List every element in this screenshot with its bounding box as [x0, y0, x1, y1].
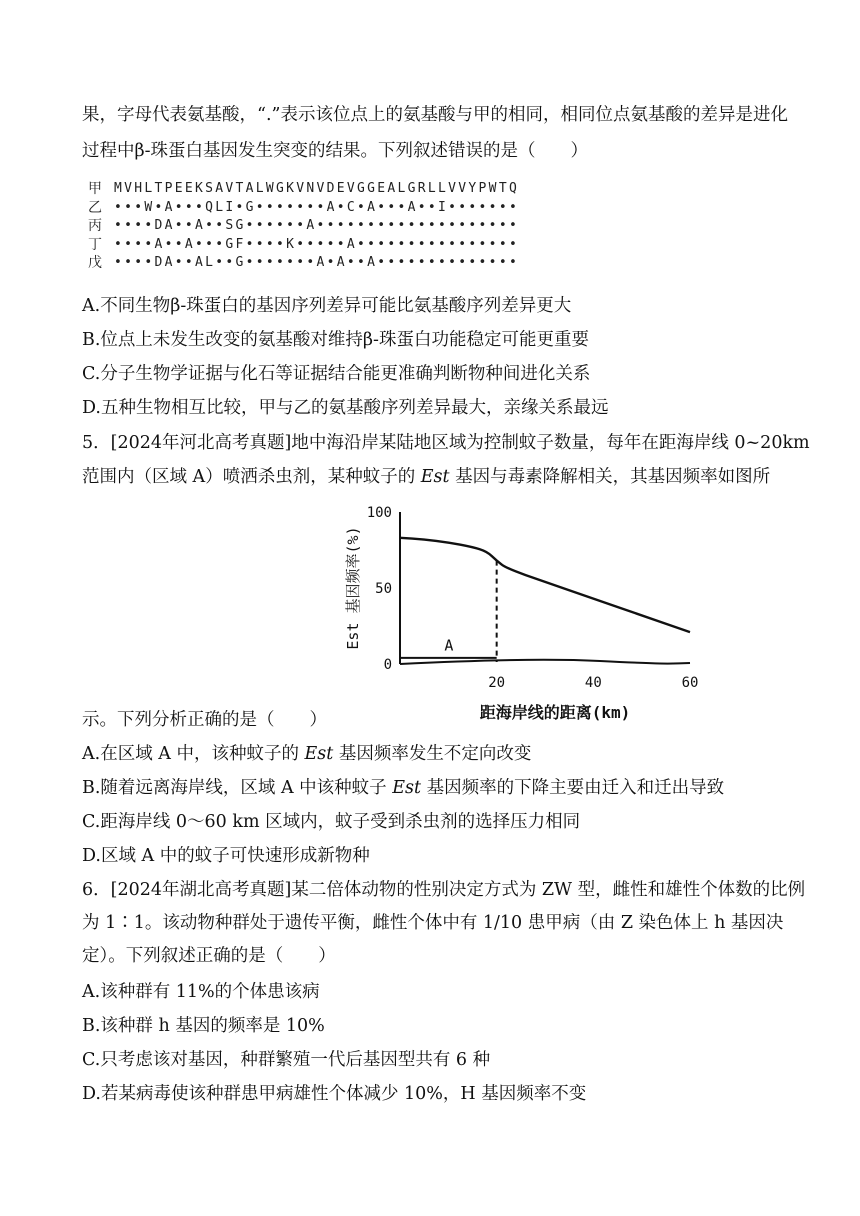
q4-option-d: D.五种生物相互比较，甲与乙的氨基酸序列差异最大，亲缘关系最远	[82, 398, 609, 418]
x-tick-label: 60	[681, 675, 699, 691]
q6-option-b: B.该种群 h 基因的频率是 10%	[82, 1016, 325, 1036]
q5-option-b: B.随着远离海岸线，区域 A 中该种蚊子 Est 基因频率的下降主要由迁入和迁出导致	[82, 778, 725, 798]
q6-option-c: C.只考虑该对基因，种群繁殖一代后基因型共有 6 种	[82, 1050, 491, 1070]
amino-acid-sequence: MVHLTPEEKSAVTALWGKVNVDEVGGEALGRLLVVYPWTQ	[114, 181, 520, 196]
q5-stem-line-3: 示。下列分析正确的是（ ）	[82, 710, 327, 730]
sequence-row	[88, 217, 519, 236]
q6-stem-line-2: 为 1∶1。该动物种群处于遗传平衡，雌性个体中有 1/10 患甲病（由 Z 染色体上 h 基因决	[82, 913, 784, 933]
q4-option-b: B.位点上未发生改变的氨基酸对维持β-珠蛋白功能稳定可能更重要	[82, 330, 589, 350]
intro-line-2: 过程中β-珠蛋白基因发生突变的结果。下列叙述错误的是（ ）	[82, 141, 589, 161]
amino-acid-sequence: ••••A••A•••GF••••K•••••A••••••••••••••••	[114, 236, 520, 252]
y-tick-label: 100	[366, 505, 392, 521]
q4-option-c: C.分子生物学证据与化石等证据结合能更准确判断物种间进化关系	[82, 364, 591, 384]
q6-stem-line-3: 定）。下列叙述正确的是（ ）	[82, 946, 336, 966]
q5-option-d: D.区域 A 中的蚊子可快速形成新物种	[82, 846, 370, 866]
region-a-label: A	[444, 636, 454, 655]
species-name: 丁	[88, 236, 102, 253]
y-axis-label: Est 基因频率(%)	[344, 526, 362, 650]
x-tick-label: 20	[488, 675, 506, 691]
species-name: 丙	[88, 218, 102, 235]
sequence-table	[88, 180, 519, 273]
amino-acid-sequence: •••W•A•••QLI•G•••••••A•C•A•••A••I•••••••	[114, 199, 520, 215]
sequence-row	[88, 199, 519, 218]
y-tick-label: 0	[383, 657, 392, 673]
x-tick-label: 40	[584, 675, 602, 691]
q6-stem-line-1: 6．[2024年湖北高考真题]某二倍体动物的性别决定方式为 ZW 型，雌性和雄性个体数的比例	[82, 880, 806, 900]
species-name: 甲	[88, 181, 102, 197]
q6-option-a: A.该种群有 11%的个体患该病	[82, 982, 320, 1002]
sequence-row	[88, 180, 519, 199]
q5-stem-line-2: 范围内（区域 A）喷洒杀虫剂，某种蚊子的 Est 基因与毒素降解相关，其基因频率如图所	[82, 467, 771, 487]
species-name: 乙	[88, 199, 102, 216]
series-line	[400, 538, 690, 632]
q4-option-a: A.不同生物β-珠蛋白的基因序列差异可能比氨基酸序列差异更大	[82, 296, 572, 316]
amino-acid-sequence: ••••DA••A••SG••••••A••••••••••••••••••••	[114, 218, 520, 234]
q5-option-c: C.距海岸线 0～60 km 区域内，蚊子受到杀虫剂的选择压力相同	[82, 812, 581, 832]
amino-acid-sequence: ••••DA••AL••G•••••••A•A••A••••••••••••••	[114, 255, 520, 271]
sequence-row	[88, 254, 519, 273]
species-name: 戊	[88, 255, 102, 272]
intro-line-1: 果，字母代表氨基酸，“.”表示该位点上的氨基酸与甲的相同，相同位点氨基酸的差异是进化	[82, 105, 788, 125]
est-frequency-chart	[340, 498, 720, 728]
sequence-row	[88, 236, 519, 255]
x-axis	[400, 660, 690, 664]
q6-option-d: D.若某病毒使该种群患甲病雄性个体减少 10%，H 基因频率不变	[82, 1084, 587, 1104]
y-tick-label: 50	[375, 581, 392, 597]
q5-stem-line-1: 5．[2024年河北高考真题]地中海沿岸某陆地区域为控制蚊子数量，每年在距海岸线 0~20km	[82, 433, 810, 453]
x-axis-label: 距海岸线的距离(km)	[479, 703, 631, 722]
q5-option-a: A.在区域 A 中，该种蚊子的 Est 基因频率发生不定向改变	[82, 744, 532, 764]
